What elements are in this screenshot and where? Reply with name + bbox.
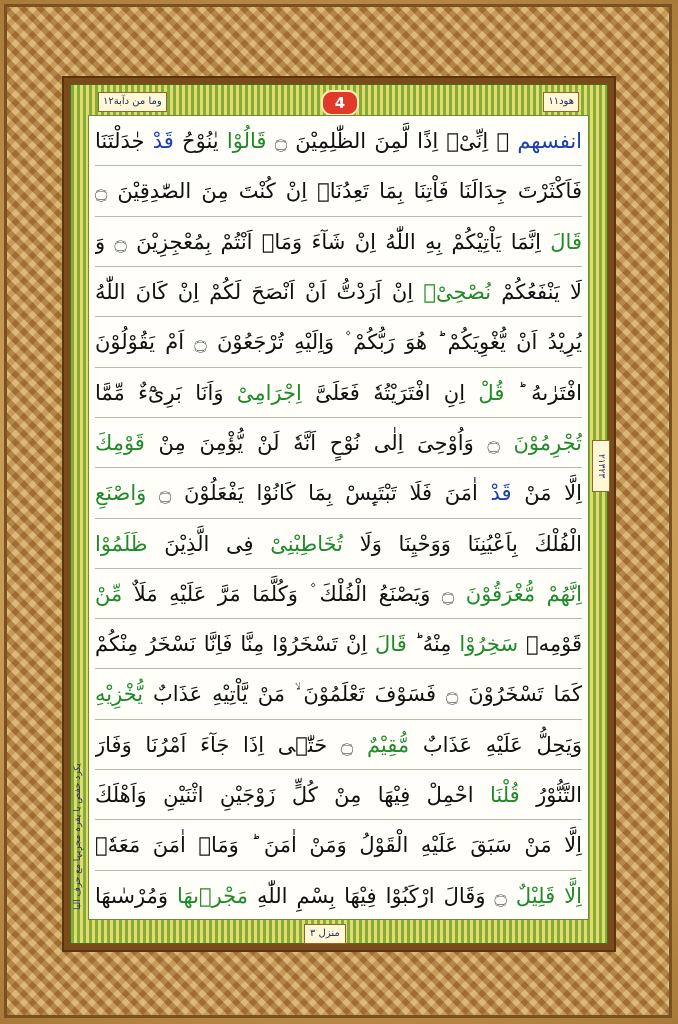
verse-line <box>95 820 582 870</box>
verse-line <box>95 669 582 719</box>
verse-segment: اِنِ افْتَرَیْتُهٗ فَعَلَیَّ <box>301 380 479 405</box>
verse-segment: قُلْنَا <box>489 783 520 808</box>
verse-segment: قَالَ <box>375 632 407 657</box>
verse-segment: وَاصْنَعِ <box>95 481 147 506</box>
verse-segment: فَسَوْفَ تَعْلَمُوْنَ ۙ مَنْ یَّاْتِیْهِ عَذَابٌ <box>143 682 437 707</box>
verse-line <box>95 770 582 820</box>
manzil-label: منزل ٣ <box>304 924 346 944</box>
verse-segment: انفسهم <box>517 129 582 153</box>
verse-segment: قَوْمِكَ <box>95 430 145 455</box>
verse-segment: اِلَّا مَنْ سَبَقَ عَلَیْهِ الْقَوْلُ وَمَنْ اٰمَنَ ؕ وَمَاۤ اٰمَنَ مَعَهٗۤ <box>95 833 582 858</box>
verse-line <box>95 418 582 468</box>
verse-line <box>95 267 582 317</box>
verse-line <box>95 619 582 669</box>
verse-segment: وَاَنَا بَرِیْٓءٌ مِّمَّا <box>95 380 237 405</box>
verse-segment: وَیَحِلُّ عَلَیْهِ عَذَابٌ <box>409 732 582 757</box>
verse-text-panel <box>88 115 589 920</box>
verse-line <box>95 166 582 216</box>
juz-name-label: وما من دآبة١٢ <box>98 92 167 112</box>
verse-segment: كَمَا تَسْخَرُوْنَ ۝ <box>436 682 582 707</box>
verse-segment: اِنْ تَسْخَرُوْا مِنَّا فَاِنَّا نَسْخَرُ مِنْكُمْ <box>95 632 376 657</box>
verse-segment: یٰنُوْحُ <box>173 129 227 153</box>
verse-segment: مِنْهُ ؕ <box>406 632 460 657</box>
verse-segment: قَالُوْا <box>226 129 267 153</box>
margin-footnote: یکرد حفص یا یقرہ مجرٖیہا مع حرف البا <box>73 763 83 910</box>
verse-segment: مَجْرٖىهَا <box>177 883 248 908</box>
verse-segment: یُّخْزِیْهِ <box>95 682 144 707</box>
verse-line <box>95 468 582 518</box>
verse-segment: ۝ وَقَالَ ارْكَبُوْا فِیْهَا بِسْمِ اللّٰهِ <box>247 883 516 908</box>
verse-segment: ۚ اِنِّیْۤ اِذًا لَّمِنَ الظّٰلِمِیْنَ ۝ <box>266 129 518 153</box>
verse-segment: اِنْ اَرَدْتُّ اَنْ اَنْصَحَ لَكُمْ اِنْ كَانَ اللّٰهُ <box>95 279 424 304</box>
verse-segment: فَاَكْثَرْتَ جِدَالَنَا فَاْتِنَا بِمَا تَعِدُنَاۤ اِنْ كُنْتَ مِنَ الصّٰدِقِیْنَ ۝ <box>95 179 582 204</box>
surah-name-label: ھود١١ <box>543 92 579 112</box>
verse-segment: قَدْ <box>490 481 512 506</box>
verse-segment: ۝ وَاُوْحِیَ اِلٰی نُوْحٍ اَنَّهٗ لَنْ یُّؤْمِنَ مِنْ <box>144 430 514 455</box>
verse-segment: اِلَّا مَنْ <box>511 481 582 506</box>
verse-segment: فِی الَّذِیْنَ <box>147 531 271 556</box>
verse-line <box>95 317 582 367</box>
verse-segment: ۝ وَیَصْنَعُ الْفُلْكَ ۫ وَكُلَّمَا مَرَّ عَلَیْهِ مَلَاٌ <box>122 581 466 606</box>
verse-segment: تُجْرِمُوْنَ <box>513 430 582 455</box>
verse-segment: مُّقِیْمٌ <box>366 732 410 757</box>
ruku-marker: ٢١٣٢٣ <box>592 440 610 492</box>
verse-segment: لَا یَنْفَعُكُمْ <box>491 279 582 304</box>
page-number-badge: 4 <box>321 90 359 116</box>
page-header <box>88 90 589 114</box>
verse-segment: افْتَرٰىهُ ؕ <box>504 380 582 405</box>
verse-line <box>95 871 582 921</box>
verse-segment: ظَلَمُوْا <box>95 531 148 556</box>
verse-line <box>95 217 582 267</box>
verse-lines <box>89 116 588 919</box>
verse-segment: اِلَّا قَلِیْلٌ <box>515 883 582 908</box>
verse-segment: تُخَاطِبْنِیْ <box>270 531 343 556</box>
verse-segment: وَمُرْسٰىهَا <box>95 883 178 908</box>
verse-segment: مِّنْ <box>95 581 123 606</box>
verse-segment: اِنَّهُمْ مُّغْرَقُوْنَ <box>465 581 582 606</box>
verse-segment: اِجْرَامِیْ <box>236 380 302 405</box>
verse-segment: یُرِیْدُ اَنْ یُّغْوِیَكُمْ ؕ هُوَ رَبُّكُمْ ۫ وَاِلَیْهِ تُرْجَعُوْنَ ۝ اَمْ یَقُوْلُوْنَ <box>95 330 582 355</box>
verse-segment: ۝ حَتّٰۤی اِذَا جَآءَ اَمْرُنَا وَفَارَ <box>95 732 367 757</box>
verse-segment: قَدْ <box>152 129 174 153</box>
verse-segment: الْفُلْكَ بِاَعْیُنِنَا وَوَحْیِنَا وَلَا <box>343 531 582 556</box>
verse-line <box>95 368 582 418</box>
verse-segment: قُلْ <box>478 380 505 405</box>
verse-line <box>95 720 582 770</box>
verse-segment: احْمِلْ فِیْهَا مِنْ كُلٍّ زَوْجَیْنِ اثْنَیْنِ وَاَهْلَكَ <box>95 783 490 808</box>
verse-segment: قَوْمِهٖ <box>518 632 582 657</box>
verse-segment: اِنَّمَا یَاْتِیْكُمْ بِهِ اللّٰهُ اِنْ شَآءَ وَمَاۤ اَنْتُمْ بِمُعْجِزِیْنَ ۝ وَ <box>95 229 551 254</box>
verse-segment: نُصْحِیْۤ <box>423 279 492 304</box>
verse-segment: التَّنُّوْرُ <box>519 783 582 808</box>
verse-segment: سَخِرُوْا <box>459 632 519 657</box>
verse-segment: اٰمَنَ فَلَا تَبْتَىِٕسْ بِمَا كَانُوْا یَفْعَلُوْنَ ۝ <box>146 481 491 506</box>
verse-segment: قَالَ <box>550 229 582 254</box>
verse-segment: جٰدَلْتَنَا <box>95 129 153 153</box>
verse-line <box>95 569 582 619</box>
verse-line <box>95 519 582 569</box>
verse-line <box>95 116 582 166</box>
